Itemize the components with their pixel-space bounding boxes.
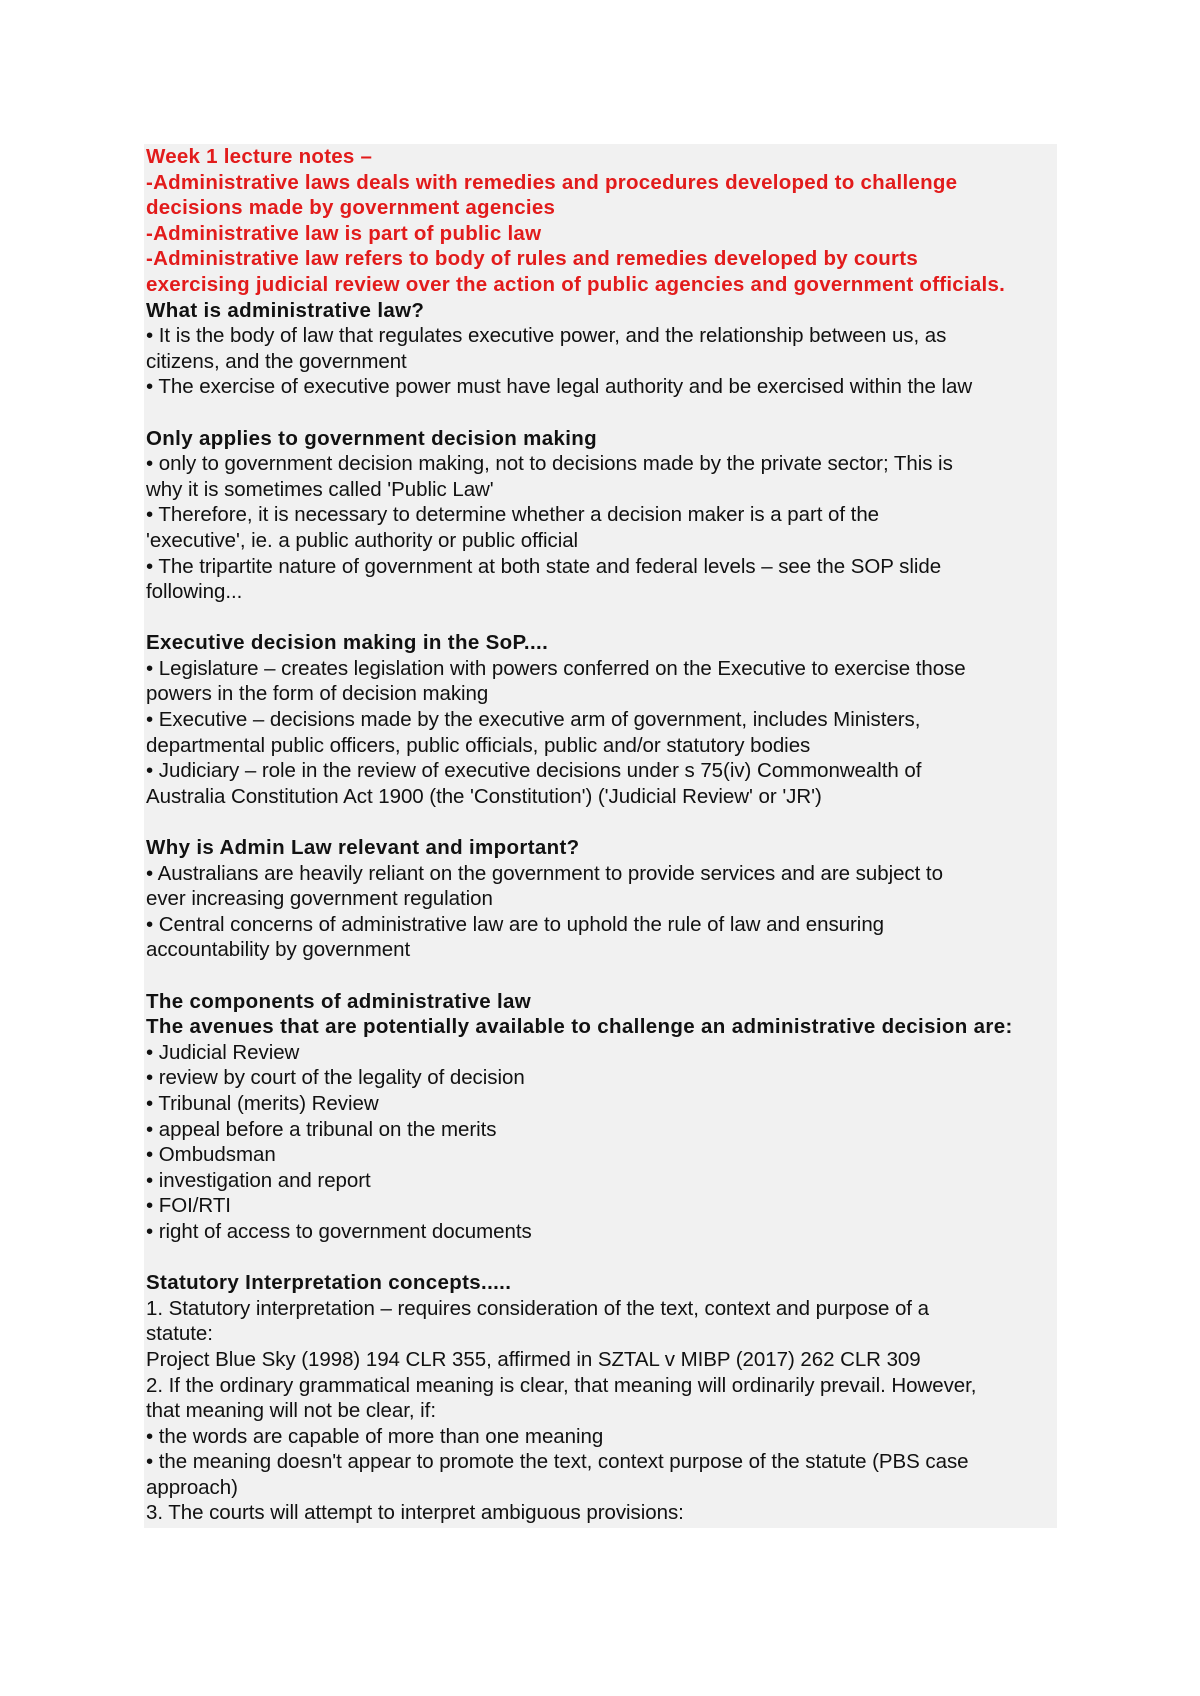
body-line: citizens, and the government xyxy=(146,349,407,373)
intro-line: decisions made by government agencies xyxy=(146,196,556,220)
section-heading: Executive decision making in the SoP.... xyxy=(146,631,549,655)
body-line: • right of access to government documents xyxy=(146,1219,532,1243)
spacer xyxy=(146,605,1055,631)
document-body xyxy=(144,144,1057,1528)
intro-line: exercising judicial review over the action of public agencies and government officials. xyxy=(146,272,1006,296)
spacer xyxy=(146,1245,1055,1271)
body-line: • the meaning doesn't appear to promote the text, context purpose of the statute (PBS case xyxy=(146,1450,969,1474)
section-components xyxy=(146,989,1055,1245)
body-line: • Legislature – creates legislation with powers conferred on the Executive to exercise those xyxy=(146,656,966,680)
body-line: ever increasing government regulation xyxy=(146,887,493,911)
spacer xyxy=(146,809,1055,835)
section-subheading: The avenues that are potentially available to challenge an administrative decision are: xyxy=(146,1015,1013,1039)
spacer xyxy=(146,400,1055,426)
body-line: Project Blue Sky (1998) 194 CLR 355, affirmed in SZTAL v MIBP (2017) 262 CLR 309 xyxy=(146,1347,921,1371)
body-line: 1. Statutory interpretation – requires consideration of the text, context and purpose of a xyxy=(146,1296,929,1320)
intro-line: -Administrative law refers to body of rules and remedies developed by courts xyxy=(146,247,919,271)
section-what-is-admin-law xyxy=(146,298,1055,400)
intro-notes xyxy=(146,144,1055,298)
section-executive-decision-making xyxy=(146,630,1055,809)
body-line: • investigation and report xyxy=(146,1168,371,1192)
body-line: • review by court of the legality of decision xyxy=(146,1066,525,1090)
body-line: that meaning will not be clear, if: xyxy=(146,1399,436,1423)
body-line: • Therefore, it is necessary to determine whether a decision maker is a part of the xyxy=(146,503,880,527)
body-line: 3. The courts will attempt to interpret ambiguous provisions: xyxy=(146,1501,684,1525)
body-line: powers in the form of decision making xyxy=(146,682,489,706)
section-heading: What is administrative law? xyxy=(146,298,425,322)
section-only-applies xyxy=(146,426,1055,605)
intro-line: -Administrative law is part of public law xyxy=(146,221,542,245)
body-line: • Ombudsman xyxy=(146,1143,276,1167)
body-line: accountability by government xyxy=(146,938,411,962)
section-statutory-interpretation xyxy=(146,1270,1055,1526)
body-line: • It is the body of law that regulates executive power, and the relationship between us, as xyxy=(146,324,947,348)
body-line: following... xyxy=(146,580,243,604)
body-line: 2. If the ordinary grammatical meaning is clear, that meaning will ordinarily prevail. However, xyxy=(146,1373,977,1397)
section-heading: Only applies to government decision making xyxy=(146,426,597,450)
body-line: • Executive – decisions made by the executive arm of government, includes Ministers, xyxy=(146,708,921,732)
body-line: • Judiciary – role in the review of executive decisions under s 75(iv) Commonwealth of xyxy=(146,759,922,783)
section-heading: Why is Admin Law relevant and important? xyxy=(146,836,580,860)
intro-line: Week 1 lecture notes – xyxy=(146,145,373,168)
body-line: • Australians are heavily reliant on the government to provide services and are subject to xyxy=(146,861,943,885)
section-why-relevant xyxy=(146,835,1055,963)
intro-line: -Administrative laws deals with remedies and procedures developed to challenge xyxy=(146,170,958,194)
body-line: • the words are capable of more than one meaning xyxy=(146,1424,604,1448)
body-line: • only to government decision making, not to decisions made by the private sector; This is xyxy=(146,452,953,476)
body-line: • Central concerns of administrative law are to uphold the rule of law and ensuring xyxy=(146,912,885,936)
section-heading: Statutory Interpretation concepts..... xyxy=(146,1271,512,1295)
body-line: • FOI/RTI xyxy=(146,1194,231,1218)
body-line: • Tribunal (merits) Review xyxy=(146,1091,379,1115)
body-line: approach) xyxy=(146,1475,238,1499)
body-line: Australia Constitution Act 1900 (the 'Constitution') ('Judicial Review' or 'JR') xyxy=(146,784,822,808)
section-heading: The components of administrative law xyxy=(146,989,532,1013)
body-line: • The exercise of executive power must have legal authority and be exercised within the law xyxy=(146,375,973,399)
body-line: 'executive', ie. a public authority or public official xyxy=(146,528,579,552)
body-line: why it is sometimes called 'Public Law' xyxy=(146,477,494,501)
spacer xyxy=(146,963,1055,989)
body-line: • Judicial Review xyxy=(146,1040,300,1064)
body-line: statute: xyxy=(146,1322,213,1346)
body-line: • The tripartite nature of government at both state and federal levels – see the SOP slide xyxy=(146,554,942,578)
body-line: departmental public officers, public officials, public and/or statutory bodies xyxy=(146,733,811,757)
body-line: • appeal before a tribunal on the merits xyxy=(146,1117,497,1141)
